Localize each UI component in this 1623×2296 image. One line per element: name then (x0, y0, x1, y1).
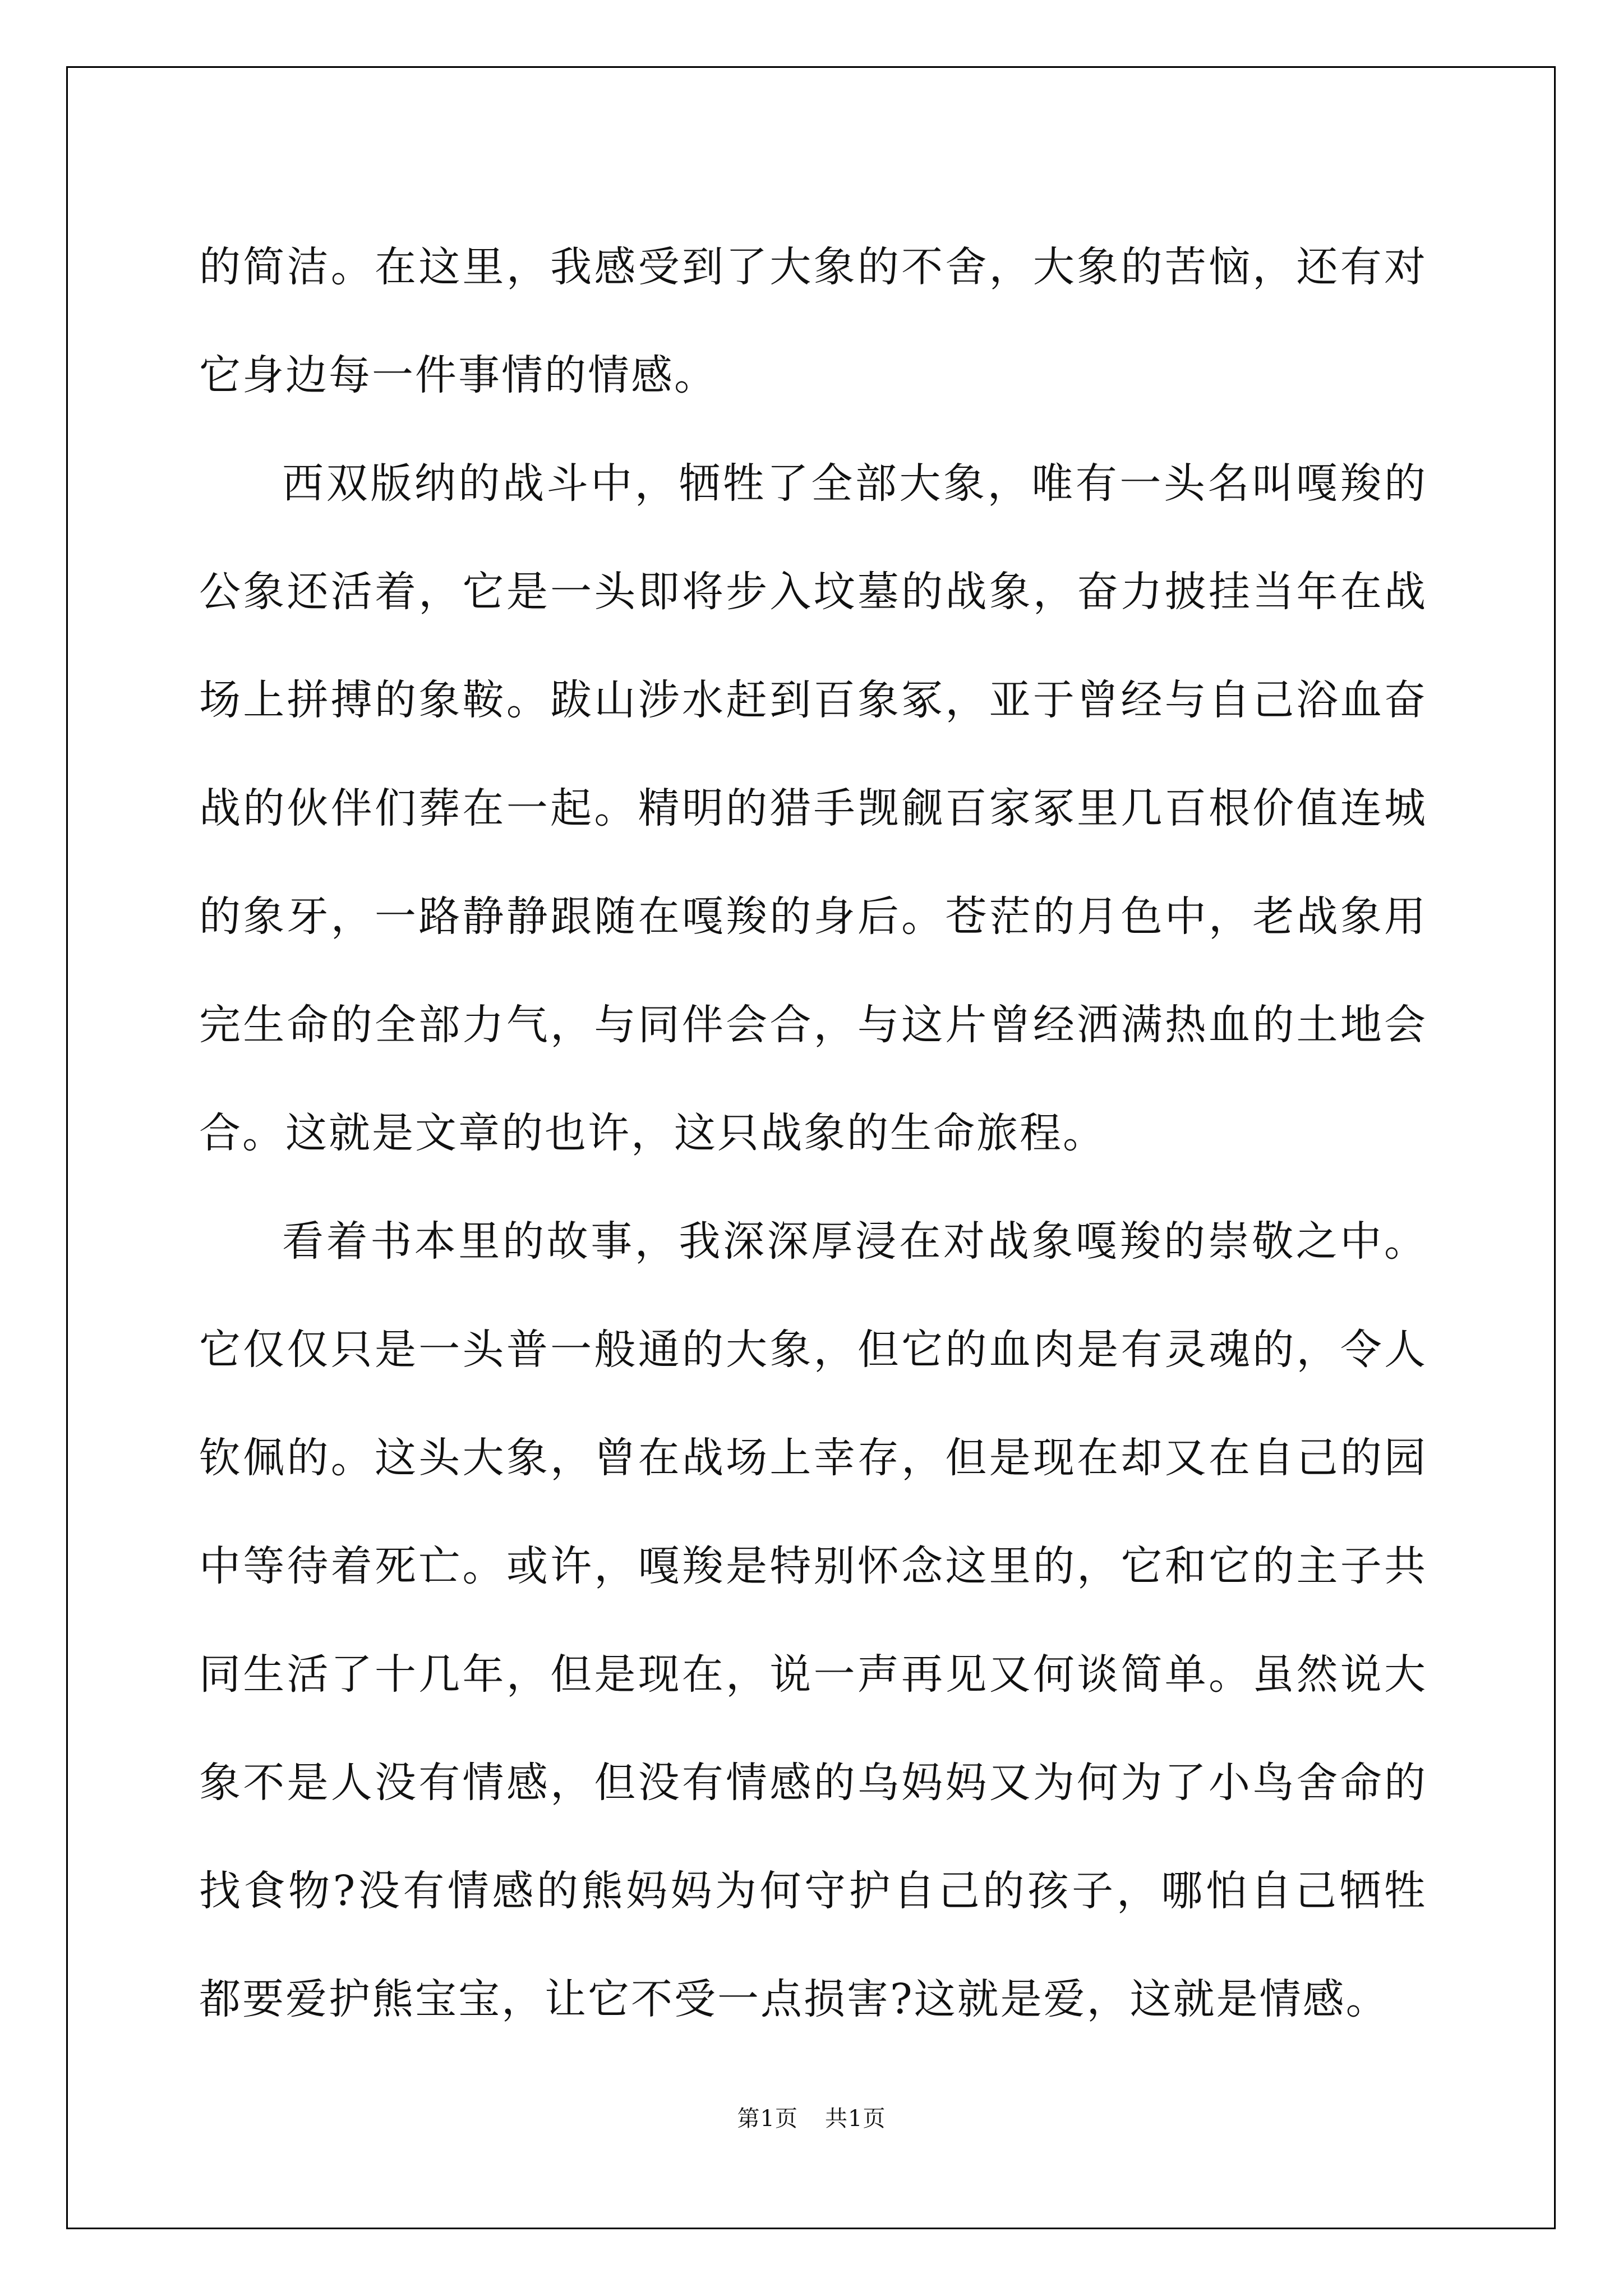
page-number: 第1页 (737, 2106, 798, 2132)
document-body (199, 213, 1427, 2054)
paragraph-2: 西双版纳的战斗中，牺牲了全部大象，唯有一头名叫嘎羧的公象还活着，它是一头即将步入坟墓的战象，奋力披挂当年在战场上拼搏的象鞍。跋山涉水赶到百象冢，亚于曾经与自己浴血奋战的伙伴们葬在一起。精明的猎手觊觎百家冢里几百根价值连城的象牙，一路静静跟随在嘎羧的身后。苍茫的月色中，老战象用完生命的全部力气，与同伴会合，与这片曾经洒满热血的土地会合。这就是文章的也许，这只战象的生命旅程。 (199, 459, 1427, 1157)
paragraph-1: 的简洁。在这里，我感受到了大象的不舍，大象的苦恼，还有对它身边每一件事情的情感。 (199, 243, 1427, 399)
page-footer (0, 2101, 1623, 2133)
page-total: 共1页 (825, 2106, 886, 2132)
paragraph-3: 看着书本里的故事，我深深厚浸在对战象嘎羧的崇敬之中。它仅仅只是一头普一般通的大象，但它的血肉是有灵魂的，令人钦佩的。这头大象，曾在战场上幸存，但是现在却又在自己的园中等待着死亡。或许，嘎羧是特别怀念这里的，它和它的主子共同生活了十几年，但是现在，说一声再见又何谈简单。虽然说大象不是人没有情感，但没有情感的乌妈妈又为何为了小鸟舍命的找食物?没有情感的熊妈妈为何守护自己的孩子，哪怕自己牺牲都要爱护熊宝宝，让它不受一点损害?这就是爱，这就是情感。 (199, 1217, 1427, 2023)
